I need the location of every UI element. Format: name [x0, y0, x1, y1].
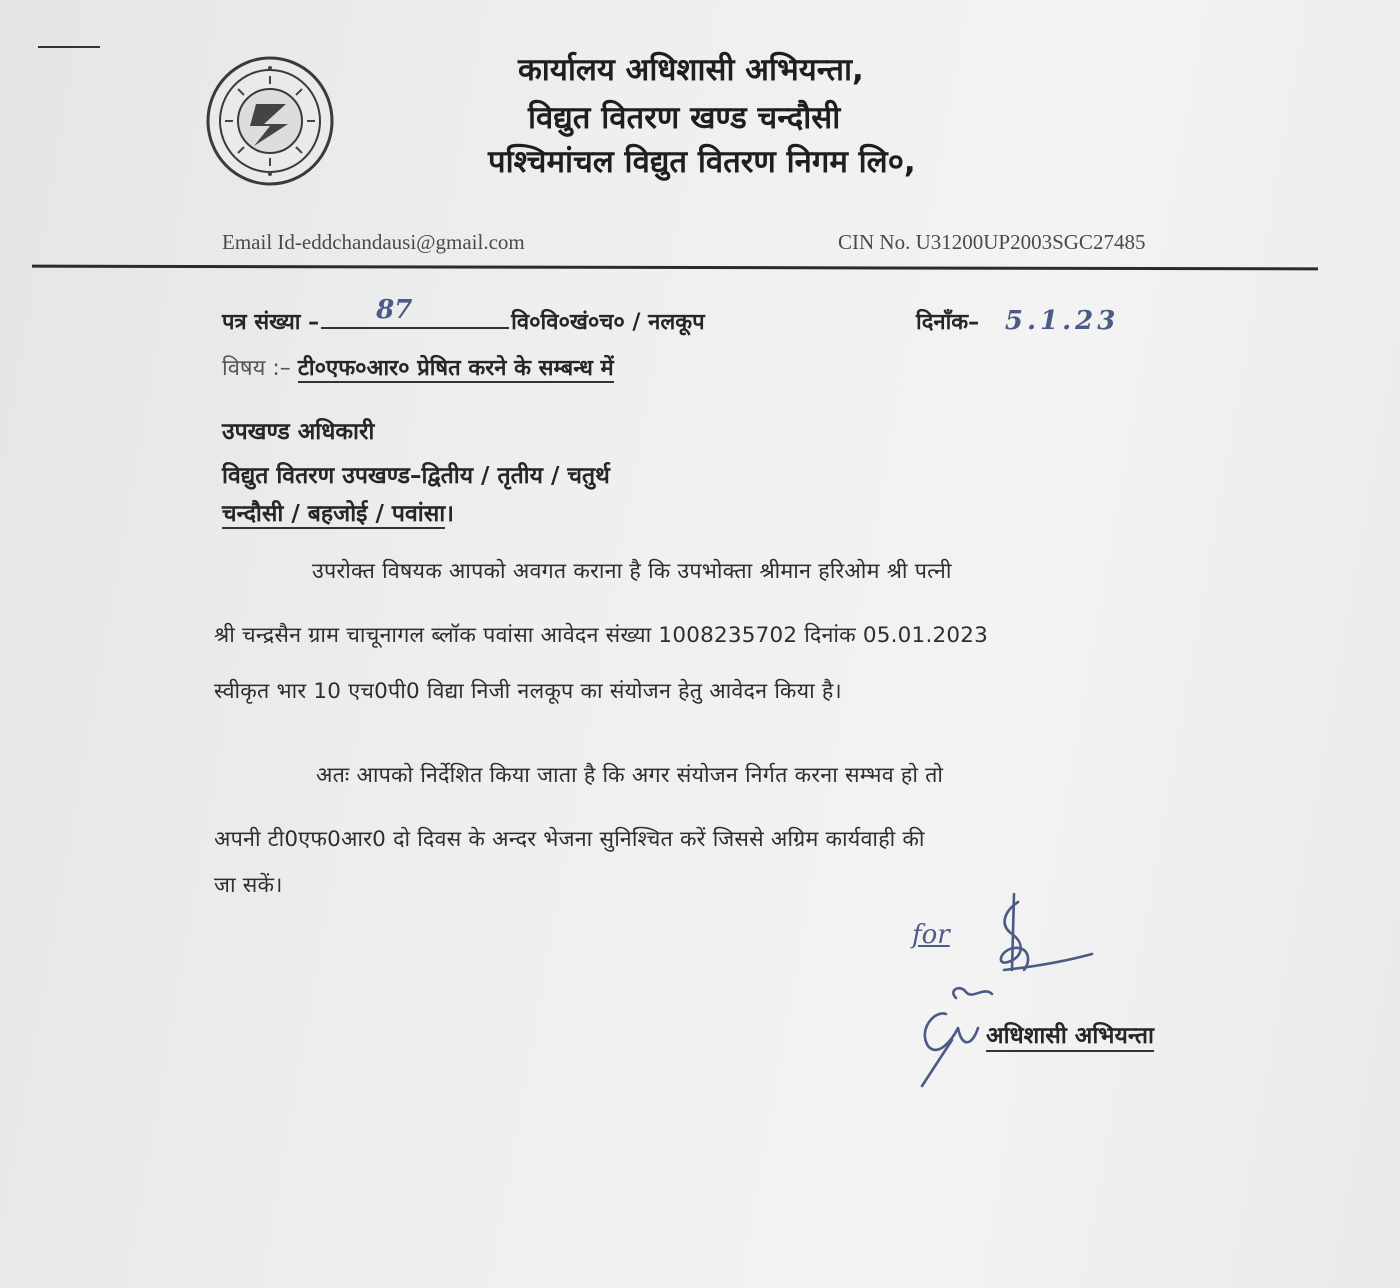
cin-number: CIN No. U31200UP2003SGC27485 — [838, 230, 1146, 254]
paragraph-1-line-2: श्री चन्द्रसैन ग्राम चाचूनागल ब्लॉक पवांसा आवेदन संख्या 1008235702 दिनांक 05.01.2023 — [214, 623, 988, 648]
addressee-subdivision: विद्युत वितरण उपखण्ड–द्वितीय / तृतीय / चतुर्थ — [222, 463, 610, 489]
reference-number: 87 — [376, 295, 413, 325]
header-divider — [32, 265, 1318, 271]
subject-text: टी०एफ०आर० प्रेषित करने के सम्बन्ध में — [297, 356, 614, 381]
division-name: विद्युत वितरण खण्ड चन्दौसी — [528, 100, 841, 136]
reference-number-field — [321, 295, 509, 329]
paragraph-2-line-2: अपनी टी0एफ0आर0 दो दिवस के अन्दर भेजना सुनिश्चित करें जिससे अग्रिम कार्यवाही की — [214, 827, 925, 852]
addressee-title: उपखण्ड अधिकारी — [222, 419, 375, 445]
date-line — [916, 306, 1119, 336]
reference-line — [222, 295, 705, 336]
corner-mark — [38, 46, 100, 48]
paragraph-1-line-1: उपरोक्त विषयक आपको अवगत कराना है कि उपभोक्ता श्रीमान हरिओम श्री पत्नी — [312, 559, 952, 584]
reference-label: पत्र संख्या – — [222, 310, 320, 335]
department-seal-logo — [204, 54, 336, 188]
addressee-locations — [222, 496, 454, 528]
date-label: दिनाँक– — [916, 310, 980, 335]
signatory-title: अधिशासी अभियन्ता — [986, 1018, 1154, 1052]
signature-prefix: for — [912, 920, 950, 950]
handwritten-signature — [900, 890, 1100, 1090]
paragraph-2-line-3: जा सकें। — [214, 873, 283, 898]
addressee-locations-text: चन्दौसी / बहजोई / पवांसा — [222, 501, 446, 527]
subject-line — [222, 352, 614, 382]
date-value: 5.1.23 — [1004, 306, 1120, 336]
office-title: कार्यालय अधिशासी अभियन्ता, — [518, 52, 864, 88]
addressee-locations-end: । — [445, 501, 454, 527]
office-email: Email Id-eddchandausi@gmail.com — [222, 230, 525, 254]
company-name: पश्चिमांचल विद्युत वितरण निगम लि०, — [488, 144, 916, 180]
paragraph-2-line-1: अतः आपको निर्देशित किया जाता है कि अगर संयोजन निर्गत करना सम्भव हो तो — [316, 763, 944, 788]
subject-label: विषय :– — [222, 356, 291, 381]
paragraph-1-line-3: स्वीकृत भार 10 एच0पी0 विद्या निजी नलकूप का संयोजन हेतु आवेदन किया है। — [214, 679, 842, 704]
reference-suffix: वि०वि०खं०च० / नलकूप — [511, 310, 705, 335]
